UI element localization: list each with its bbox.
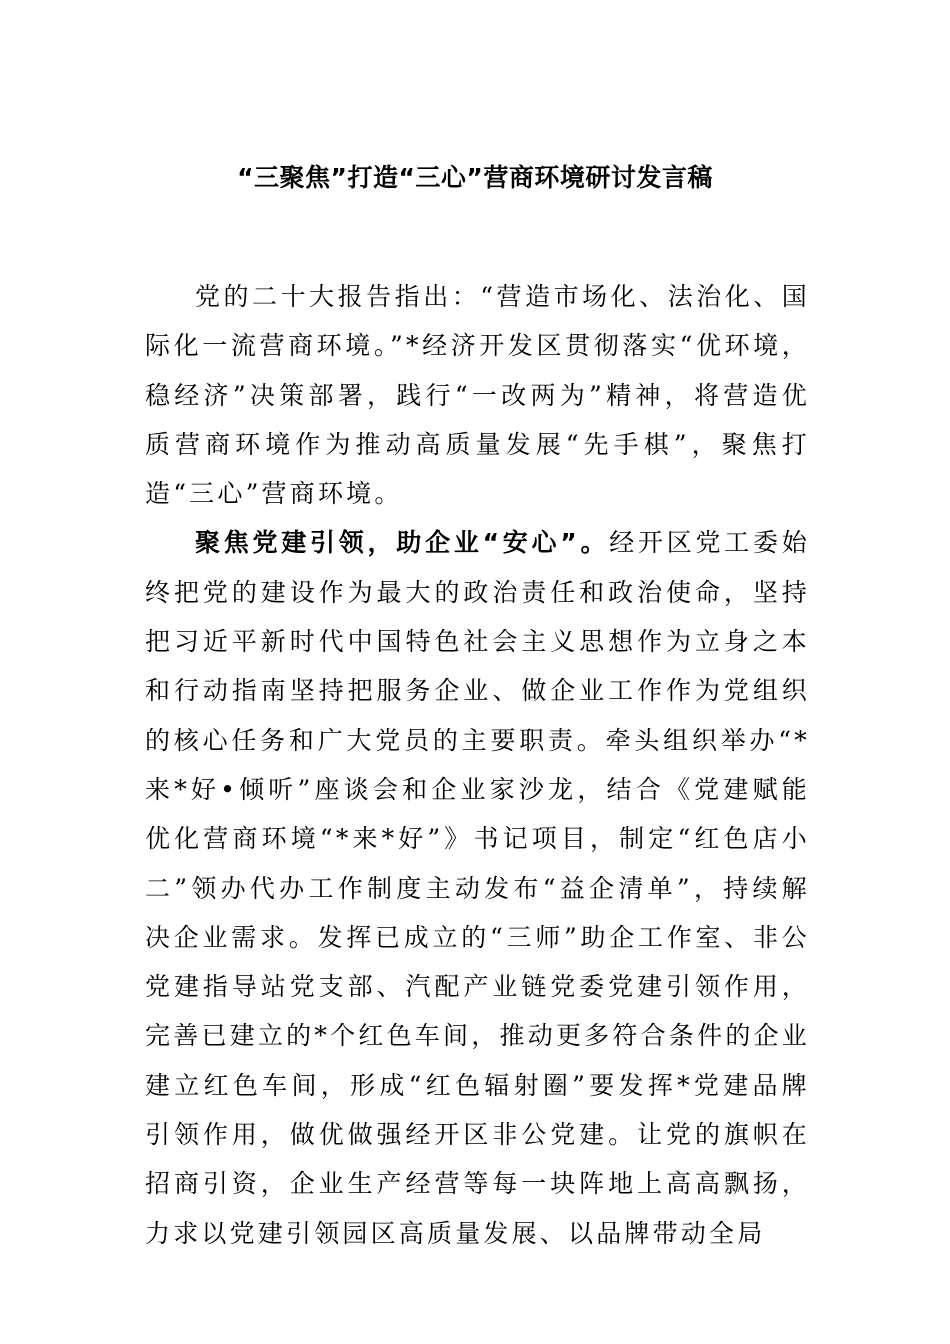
document-body (145, 272, 810, 1258)
paragraph-party-building (145, 518, 810, 1257)
paragraph-party-building-lead: 聚焦党建引领，助企业“安心”。 (195, 528, 610, 558)
paragraph-intro-text: 党的二十大报告指出：“营造市场化、法治化、国际化一流营商环境。”*经济开发区贯彻落实“优环境，稳经济”决策部署，践行“一改两为”精神，将营造优质营商环境作为推动高质量发展“先手棋”，聚焦打造“三心”营商环境。 (145, 282, 810, 509)
paragraph-intro (145, 272, 810, 518)
document-title: “三聚焦”打造“三心”营商环境研讨发言稿 (237, 163, 713, 192)
paragraph-party-building-text: 经开区党工委始终把党的建设作为最大的政治责任和政治使命，坚持把习近平新时代中国特色社会主义思想作为立身之本和行动指南坚持把服务企业、做企业工作作为党组织的核心任务和广大党员的主要职责。牵头组织举办“*来*好•倾听”座谈会和企业家沙龙，结合《党建赋能优化营商环境“*来*好”》书记项目，制定“红色店小二”领办代办工作制度主动发布“益企清单”，持续解决企业需求。发挥已成立的“三师”助企工作室、非公党建指导站党支部、汽配产业链党委党建引领作用，完善已建立的*个红色车间，推动更多符合条件的企业建立红色车间，形成“红色辐射圈”要发挥*党建品牌引领作用，做优做强经开区非公党建。让党的旗帜在招商引资，企业生产经营等每一块阵地上高高飘扬，力求以党建引领园区高质量发展、以品牌带动全局 (145, 528, 810, 1248)
